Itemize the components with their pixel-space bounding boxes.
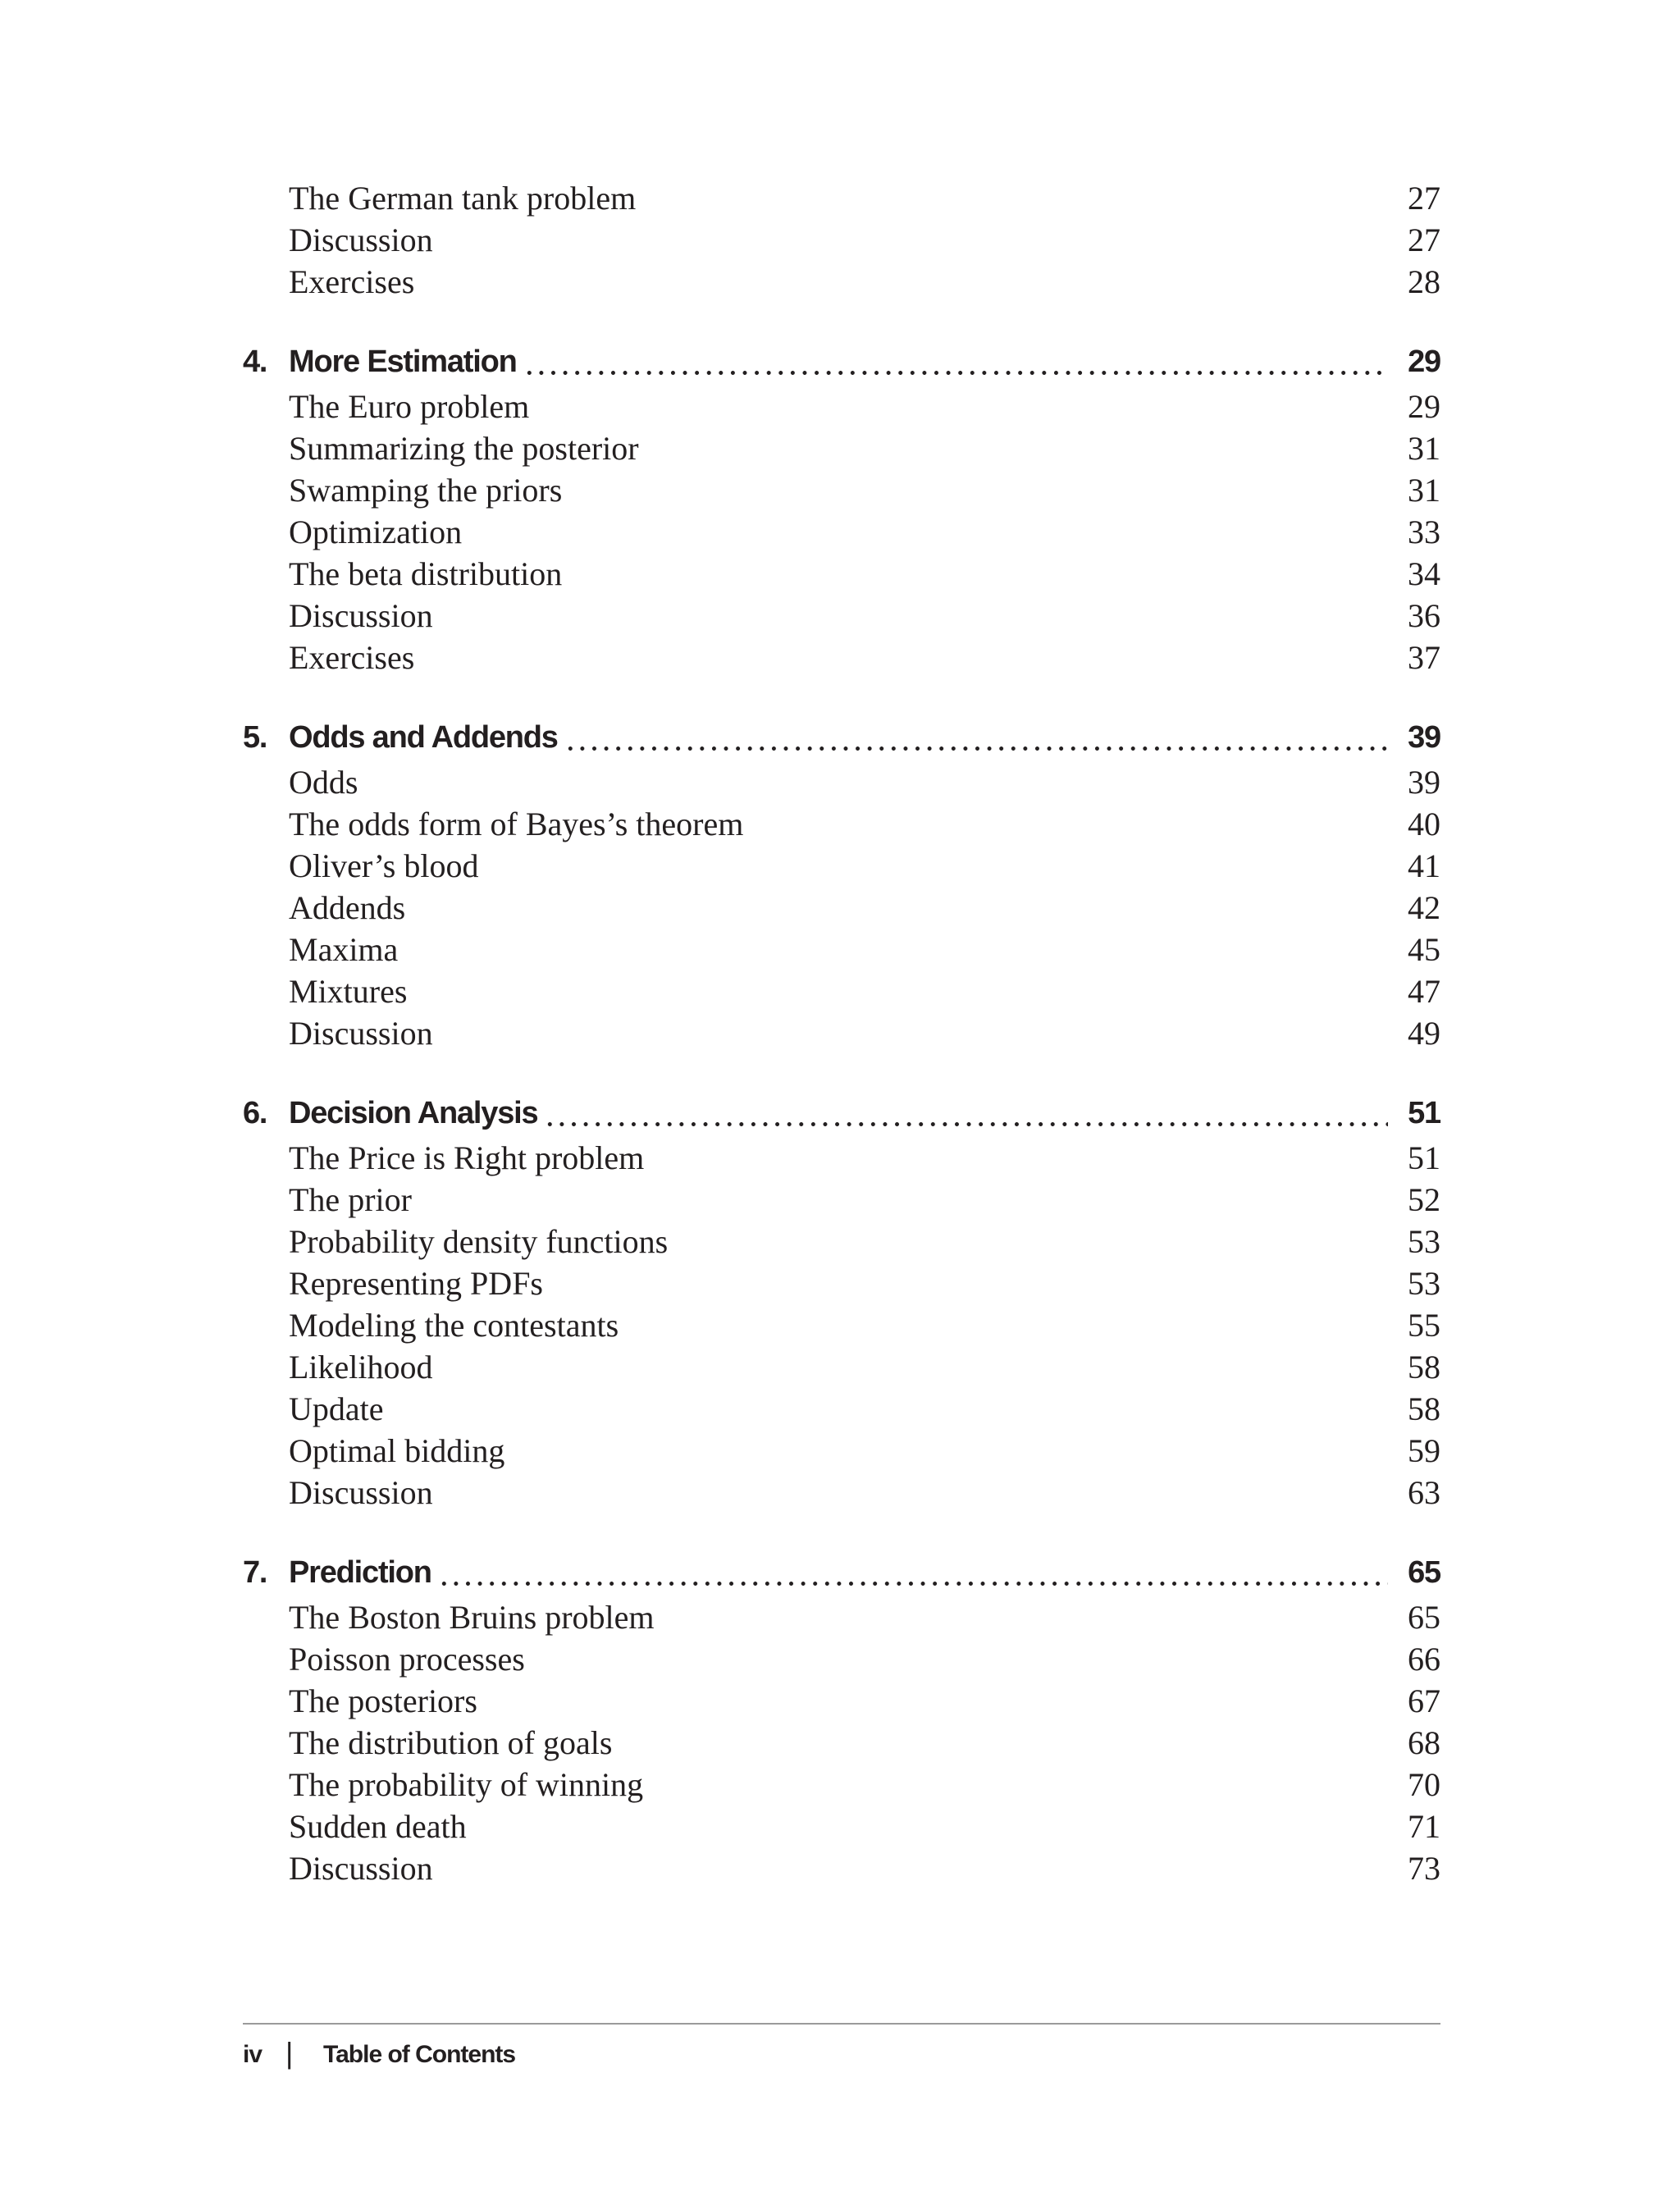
- section-page-number: 66: [1408, 1641, 1440, 1678]
- footer-separator: |: [285, 2036, 293, 2070]
- toc-section-entry[interactable]: [289, 1388, 1440, 1430]
- chapter-title: Prediction: [289, 1555, 431, 1590]
- section-title: Mixtures: [289, 973, 408, 1010]
- toc-section-entry[interactable]: [289, 845, 1440, 887]
- chapter-number: 7.: [243, 1555, 267, 1590]
- toc-section-entry[interactable]: [289, 761, 1440, 803]
- toc-section-entry[interactable]: [289, 1680, 1440, 1722]
- chapter-title-leader: [289, 1090, 1388, 1136]
- section-page-number: 53: [1408, 1223, 1440, 1260]
- section-page-number: 27: [1408, 180, 1440, 217]
- toc-section-entry[interactable]: [289, 803, 1440, 845]
- toc-section-entry[interactable]: [289, 1764, 1440, 1806]
- section-title: The probability of winning: [289, 1766, 644, 1803]
- toc-section-entry[interactable]: [289, 469, 1440, 511]
- dot-leader: [523, 371, 1388, 375]
- section-page-number: 73: [1408, 1850, 1440, 1887]
- section-page-number: 45: [1408, 931, 1440, 968]
- toc-section-entry[interactable]: [289, 177, 1440, 219]
- toc-section-entry[interactable]: [289, 386, 1440, 427]
- section-title: Likelihood: [289, 1349, 433, 1386]
- section-title: Maxima: [289, 931, 399, 968]
- toc-section-entry[interactable]: [289, 1806, 1440, 1847]
- section-title: The Euro problem: [289, 388, 530, 425]
- toc-chapter-entry[interactable]: [243, 1550, 1440, 1596]
- chapter-title-leader: [289, 1550, 1388, 1596]
- section-page-number: 41: [1408, 847, 1440, 884]
- chapter-page-number: 39: [1408, 720, 1440, 755]
- section-page-number: 55: [1408, 1307, 1440, 1344]
- section-title: Discussion: [289, 597, 433, 634]
- section-page-number: 65: [1408, 1599, 1440, 1636]
- section-title: Swamping the priors: [289, 472, 563, 509]
- section-title: Summarizing the posterior: [289, 430, 639, 467]
- section-title: The Boston Bruins problem: [289, 1599, 655, 1636]
- page-folio: iv: [243, 2041, 262, 2068]
- chapter-title-leader: [289, 339, 1388, 385]
- chapter-number: 5.: [243, 720, 267, 755]
- section-page-number: 63: [1408, 1474, 1440, 1511]
- section-page-number: 28: [1408, 263, 1440, 300]
- section-page-number: 42: [1408, 889, 1440, 926]
- section-page-number: 58: [1408, 1349, 1440, 1386]
- running-title: Table of Contents: [323, 2041, 516, 2068]
- toc-chapter-entry[interactable]: [243, 1090, 1440, 1136]
- section-title: The posteriors: [289, 1682, 477, 1719]
- section-page-number: 36: [1408, 597, 1440, 634]
- section-page-number: 58: [1408, 1390, 1440, 1427]
- section-title: Representing PDFs: [289, 1265, 543, 1302]
- section-page-number: 39: [1408, 764, 1440, 801]
- toc-section-entry[interactable]: [289, 1179, 1440, 1221]
- toc-section-entry[interactable]: [289, 1638, 1440, 1680]
- toc-section-entry[interactable]: [289, 1012, 1440, 1054]
- section-page-number: 33: [1408, 514, 1440, 550]
- section-title: The German tank problem: [289, 180, 637, 217]
- section-page-number: 31: [1408, 430, 1440, 467]
- toc-section-entry[interactable]: [289, 1596, 1440, 1638]
- toc-section-entry[interactable]: [289, 427, 1440, 469]
- toc-section-entry[interactable]: [289, 1847, 1440, 1889]
- chapter-title: Odds and Addends: [289, 720, 558, 755]
- toc-chapter-entry[interactable]: [243, 714, 1440, 760]
- section-title: The distribution of goals: [289, 1724, 613, 1761]
- chapter-title-leader: [289, 714, 1388, 760]
- section-page-number: 51: [1408, 1139, 1440, 1176]
- dot-leader: [544, 1122, 1388, 1126]
- section-title: Optimization: [289, 514, 463, 550]
- dot-leader: [438, 1582, 1388, 1586]
- section-title: The Price is Right problem: [289, 1139, 645, 1176]
- section-page-number: 71: [1408, 1808, 1440, 1845]
- toc-section-entry[interactable]: [289, 1722, 1440, 1764]
- section-page-number: 31: [1408, 472, 1440, 509]
- section-title: Discussion: [289, 1850, 433, 1887]
- section-title: Exercises: [289, 639, 415, 676]
- toc-section-entry[interactable]: [289, 1262, 1440, 1304]
- toc-section-entry[interactable]: [289, 1346, 1440, 1388]
- section-title: Poisson processes: [289, 1641, 525, 1678]
- dot-leader: [564, 746, 1388, 751]
- section-title: Discussion: [289, 221, 433, 258]
- chapter-page-number: 29: [1408, 345, 1440, 379]
- section-page-number: 27: [1408, 221, 1440, 258]
- section-title: The odds form of Bayes’s theorem: [289, 806, 744, 842]
- toc-section-entry[interactable]: [289, 219, 1440, 261]
- section-title: Sudden death: [289, 1808, 467, 1845]
- toc-section-entry[interactable]: [289, 1472, 1440, 1513]
- section-page-number: 67: [1408, 1682, 1440, 1719]
- toc-section-entry[interactable]: [289, 1137, 1440, 1179]
- section-page-number: 59: [1408, 1432, 1440, 1469]
- section-page-number: 70: [1408, 1766, 1440, 1803]
- toc-chapter-entry[interactable]: [243, 339, 1440, 385]
- toc-section-entry[interactable]: [289, 970, 1440, 1012]
- section-title: Optimal bidding: [289, 1432, 505, 1469]
- toc-section-entry[interactable]: [289, 1430, 1440, 1472]
- section-title: Odds: [289, 764, 358, 801]
- section-page-number: 29: [1408, 388, 1440, 425]
- section-title: Addends: [289, 889, 406, 926]
- chapter-title: More Estimation: [289, 345, 517, 379]
- toc-section-entry[interactable]: [289, 929, 1440, 970]
- toc-section-entry[interactable]: [289, 1221, 1440, 1262]
- chapter-page-number: 65: [1408, 1555, 1440, 1590]
- chapter-number: 6.: [243, 1096, 267, 1130]
- section-page-number: 53: [1408, 1265, 1440, 1302]
- section-title: Update: [289, 1390, 384, 1427]
- section-title: Discussion: [289, 1015, 433, 1052]
- footer-rule: [243, 2023, 1440, 2025]
- chapter-number: 4.: [243, 345, 267, 379]
- section-page-number: 68: [1408, 1724, 1440, 1761]
- section-title: Modeling the contestants: [289, 1307, 619, 1344]
- toc-section-entry[interactable]: [289, 261, 1440, 303]
- chapter-title: Decision Analysis: [289, 1096, 538, 1130]
- section-page-number: 34: [1408, 555, 1440, 592]
- toc-section-entry[interactable]: [289, 595, 1440, 637]
- section-page-number: 49: [1408, 1015, 1440, 1052]
- section-title: Oliver’s blood: [289, 847, 479, 884]
- section-title: The prior: [289, 1181, 412, 1218]
- toc-section-entry[interactable]: [289, 511, 1440, 553]
- section-page-number: 52: [1408, 1181, 1440, 1218]
- toc-section-entry[interactable]: [289, 1304, 1440, 1346]
- toc-section-entry[interactable]: [289, 553, 1440, 595]
- section-title: Discussion: [289, 1474, 433, 1511]
- section-title: The beta distribution: [289, 555, 563, 592]
- chapter-page-number: 51: [1408, 1096, 1440, 1130]
- section-page-number: 47: [1408, 973, 1440, 1010]
- toc-section-entry[interactable]: [289, 637, 1440, 678]
- section-title: Probability density functions: [289, 1223, 669, 1260]
- section-page-number: 40: [1408, 806, 1440, 842]
- toc-section-entry[interactable]: [289, 887, 1440, 929]
- section-page-number: 37: [1408, 639, 1440, 676]
- section-title: Exercises: [289, 263, 415, 300]
